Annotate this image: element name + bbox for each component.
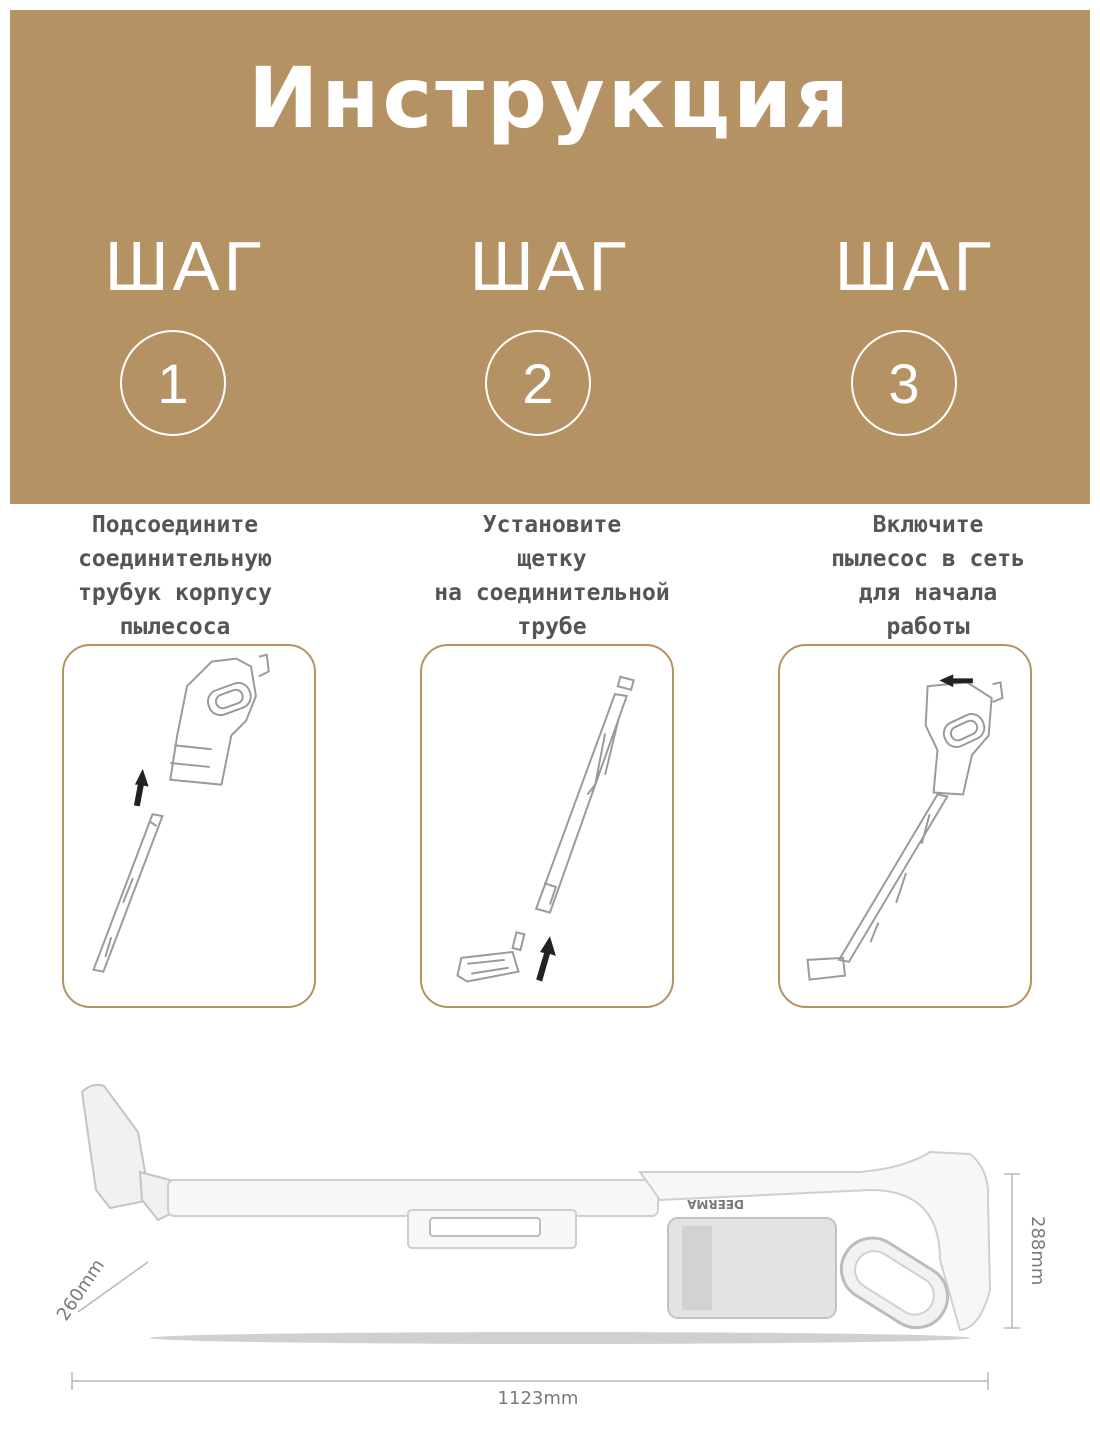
plug-in-diagram xyxy=(780,646,1030,1006)
step-2-caption: Установите щетку на соединительной трубе xyxy=(434,512,670,640)
step-3-label: ШАГ xyxy=(834,227,996,305)
depth-dimension: 260mm xyxy=(52,1255,109,1325)
page-title: Инструкция xyxy=(248,49,852,147)
vacuum-side-view xyxy=(0,1060,1100,1429)
step-2-number-badge: 2 xyxy=(485,330,591,436)
step-3-caption: Включите пылесос в сеть для начала работы xyxy=(831,512,1025,640)
step-3-illustration xyxy=(778,644,1032,1008)
brush-assembly-diagram xyxy=(422,646,672,1006)
length-dimension: 1123mm xyxy=(497,1388,579,1409)
arrow-up-icon xyxy=(536,936,556,981)
step-1-number-badge: 1 xyxy=(120,330,226,436)
step-2-label: ШАГ xyxy=(469,227,631,305)
step-1-label: ШАГ xyxy=(104,227,266,305)
step-1-illustration xyxy=(62,644,316,1008)
step-1-caption: Подсоедините соединительную трубук корпусу пылесоса xyxy=(78,512,272,640)
arrow-up-icon xyxy=(134,769,149,806)
product-brand: DEERMA xyxy=(687,1197,744,1211)
product-dimensions-figure xyxy=(0,1060,1100,1429)
step-3-number-badge: 3 xyxy=(851,330,957,436)
vacuum-assembly-diagram xyxy=(64,646,314,1006)
height-dimension: 288mm xyxy=(1027,1216,1048,1286)
header-banner xyxy=(10,10,1090,504)
step-2-illustration xyxy=(420,644,674,1008)
